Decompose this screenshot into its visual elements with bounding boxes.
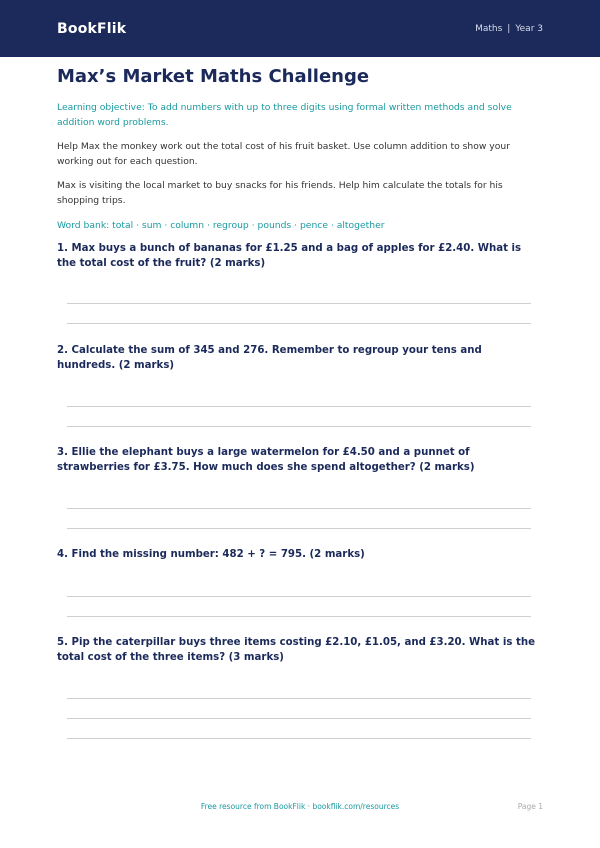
answer-line[interactable] <box>67 303 531 304</box>
question-3: 3. Ellie the elephant buys a large watermelon for £4.50 and a punnet of strawberries for £3.75. How much does she spend altogether? (2 marks) <box>57 447 475 473</box>
header-bar <box>0 0 600 57</box>
answer-line[interactable] <box>67 718 531 719</box>
page-number: Page 1 <box>517 802 543 811</box>
answer-line[interactable] <box>67 616 531 617</box>
answer-line[interactable] <box>67 508 531 509</box>
answer-line[interactable] <box>67 698 531 699</box>
question-4: 4. Find the missing number: 482 + ? = 795. (2 marks) <box>57 549 365 560</box>
answer-line[interactable] <box>67 426 531 427</box>
answer-line[interactable] <box>67 406 531 407</box>
learning-objective: Learning objective: To add numbers with up to three digits using formal written methods and solve addition word problems. <box>57 102 512 128</box>
year-label: Year 3 <box>515 23 543 34</box>
answer-line[interactable] <box>67 596 531 597</box>
subject-label: Maths <box>475 23 503 34</box>
meta-separator: | <box>507 23 511 34</box>
question-1: 1. Max buys a bunch of bananas for £1.25 and a bag of apples for £2.40. What is the total cost of the fruit? (2 marks) <box>57 243 522 269</box>
header-meta <box>475 24 543 34</box>
brand-logo: BookFlik <box>57 20 127 37</box>
context-text: Max is visiting the local market to buy snacks for his friends. Help him calculate the totals for his shopping trips. <box>57 180 503 206</box>
answer-line[interactable] <box>67 528 531 529</box>
page-title: Max’s Market Maths Challenge <box>57 66 370 87</box>
intro-section <box>57 64 543 233</box>
question-5: 5. Pip the caterpillar buys three items costing £2.10, £1.05, and £3.20. What is the total cost of the three items? (3 marks) <box>57 637 535 663</box>
word-bank: Word bank: total · sum · column · regroup · pounds · pence · altogether <box>57 220 385 231</box>
answer-line[interactable] <box>67 738 531 739</box>
question-2: 2. Calculate the sum of 345 and 276. Remember to regroup your tens and hundreds. (2 marks) <box>57 345 482 371</box>
answer-line[interactable] <box>67 323 531 324</box>
footer-credit: Free resource from BookFlik · bookflik.com/resources <box>200 802 400 811</box>
instructions-text: Help Max the monkey work out the total cost of his fruit basket. Use column addition to show your working out for each question. <box>57 141 510 167</box>
